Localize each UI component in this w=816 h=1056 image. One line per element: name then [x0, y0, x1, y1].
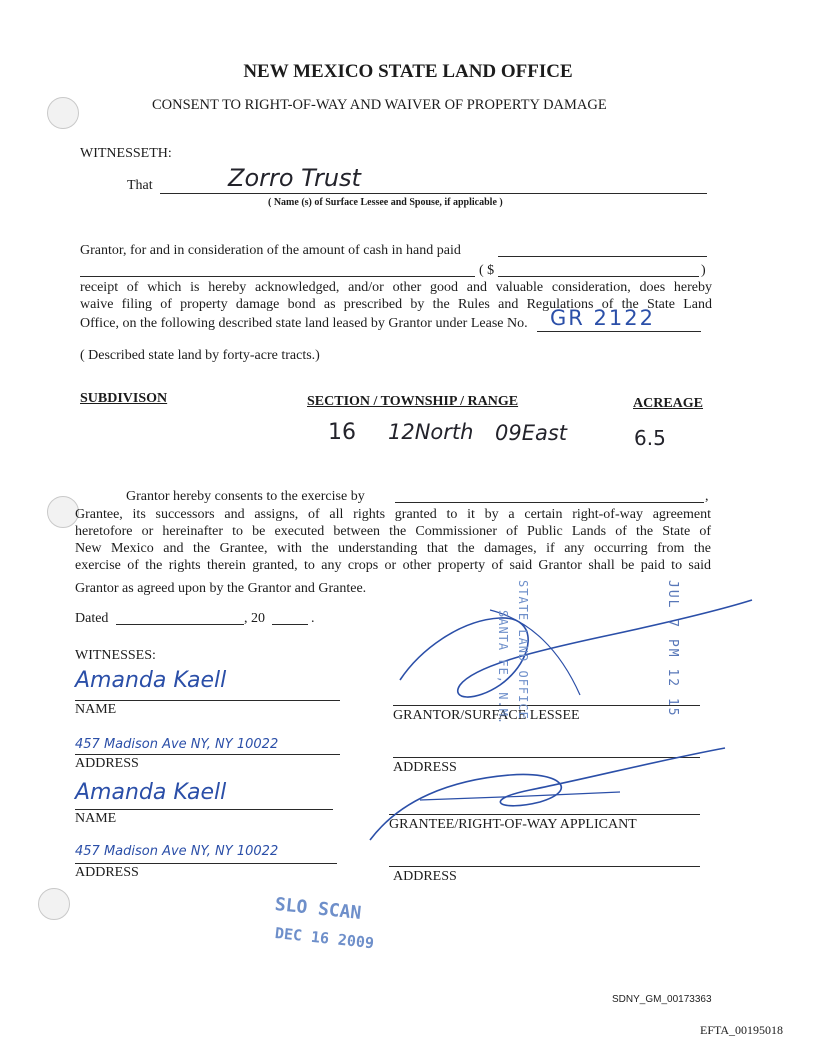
section-value: 16: [328, 420, 356, 445]
grantee-address-line: [389, 866, 700, 867]
consent-line-3: heretofore or hereinafter to be executed between the Commissioner of Public Lands of the State of: [75, 524, 711, 539]
witness-1-address-label: ADDRESS: [75, 756, 139, 771]
efta-number: EFTA_00195018: [700, 1023, 784, 1037]
witness-2-address-label: ADDRESS: [75, 865, 139, 880]
lessee-name-handwritten: Zorro Trust: [228, 164, 361, 192]
section-township-range-header: SECTION / TOWNSHIP / RANGE: [307, 394, 519, 409]
subdivision-header: SUBDIVISON: [80, 391, 168, 406]
slo-scan-stamp-title: SLO SCAN: [273, 894, 363, 924]
received-stamp-date: JUL 7 PM 12 15: [665, 580, 680, 718]
witnesseth-label: WITNESSETH:: [80, 146, 172, 161]
punch-hole-bottom: [38, 888, 70, 920]
witness-1-address-handwritten: 457 Madison Ave NY, NY 10022: [75, 737, 279, 752]
dollar-close: ): [701, 263, 706, 278]
receipt-line-1: receipt of which is hereby acknowledged, and/or other good and valuable consideration, does hereby: [80, 280, 712, 295]
lessee-name-hint: ( Name (s) of Surface Lessee and Spouse, if applicable ): [268, 197, 503, 208]
tracts-note: ( Described state land by forty-acre tracts.): [80, 348, 320, 363]
township-value: 12North: [388, 420, 474, 444]
slo-scan-stamp-date: DEC 16 2009: [274, 924, 375, 953]
dollar-open: ( $: [479, 263, 495, 278]
witness-1-name-label: NAME: [75, 702, 117, 717]
bates-number: SDNY_GM_00173363: [612, 994, 712, 1005]
cash-amount-line: [498, 256, 707, 257]
dated-year-prefix: , 20: [244, 611, 265, 626]
cash-words-line: [80, 276, 475, 277]
lease-no-line: [537, 331, 701, 332]
witnesses-label: WITNESSES:: [75, 648, 156, 663]
dollar-amount-line: [498, 276, 699, 277]
consent-line-4: New Mexico and the Grantee, with the understanding that the damages, if any occurring from the: [75, 541, 711, 556]
range-value: 09East: [495, 421, 568, 445]
dated-period: .: [311, 611, 315, 626]
receipt-line-2: waive filing of property damage bond as prescribed by the Rules and Regulations of the State Land: [80, 297, 712, 312]
received-stamp-city: SANTA FE, N.M.: [496, 610, 510, 726]
dated-label: Dated: [75, 611, 109, 626]
grantor-consideration-text: Grantor, for and in consideration of the amount of cash in hand paid: [80, 243, 461, 258]
dated-year-line: [272, 624, 308, 625]
witness-1-name-handwritten: Amanda Kaell: [75, 668, 227, 693]
consent-comma: ,: [705, 489, 709, 504]
witness-2-name-handwritten: Amanda Kaell: [75, 780, 227, 805]
dated-line: [116, 624, 244, 625]
witness-2-name-label: NAME: [75, 811, 117, 826]
consent-line-1: Grantor hereby consents to the exercise by: [126, 489, 365, 504]
acreage-header: ACREAGE: [633, 396, 704, 411]
grantor-address-label: ADDRESS: [393, 760, 457, 775]
consent-line-6: Grantor as agreed upon by the Grantor and Grantee.: [75, 581, 367, 596]
page-title: NEW MEXICO STATE LAND OFFICE: [243, 61, 573, 82]
lessee-name-line: [160, 193, 707, 194]
page-subtitle: CONSENT TO RIGHT-OF-WAY AND WAIVER OF PROPERTY DAMAGE: [152, 97, 607, 113]
receipt-line-3: Office, on the following described state land leased by Grantor under Lease No.: [80, 316, 528, 331]
acreage-value: 6.5: [634, 426, 666, 450]
received-stamp-office: STATE LAND OFFICE: [516, 580, 530, 720]
punch-hole-top: [47, 97, 79, 129]
grantee-exercise-line: [395, 502, 704, 503]
consent-paragraph: [75, 506, 711, 574]
grantee-applicant-label: GRANTEE/RIGHT-OF-WAY APPLICANT: [389, 817, 637, 832]
witness-2-address-handwritten: 457 Madison Ave NY, NY 10022: [75, 844, 279, 859]
grantor-signature-scribble: [380, 590, 760, 720]
grantor-surface-lessee-label: GRANTOR/SURFACE LESSEE: [393, 708, 580, 723]
grantee-signature-scribble: [360, 740, 740, 850]
consent-line-2: Grantee, its successors and assigns, of all rights granted to it by a certain right-of-way agreement: [75, 507, 711, 522]
lease-no-handwritten: GR 2122: [550, 306, 655, 330]
grantee-address-label: ADDRESS: [393, 869, 457, 884]
that-label: That: [127, 178, 153, 193]
consent-line-5: exercise of the rights therein granted, to any crops or other property of said Grantor shall be paid to said: [75, 558, 711, 573]
